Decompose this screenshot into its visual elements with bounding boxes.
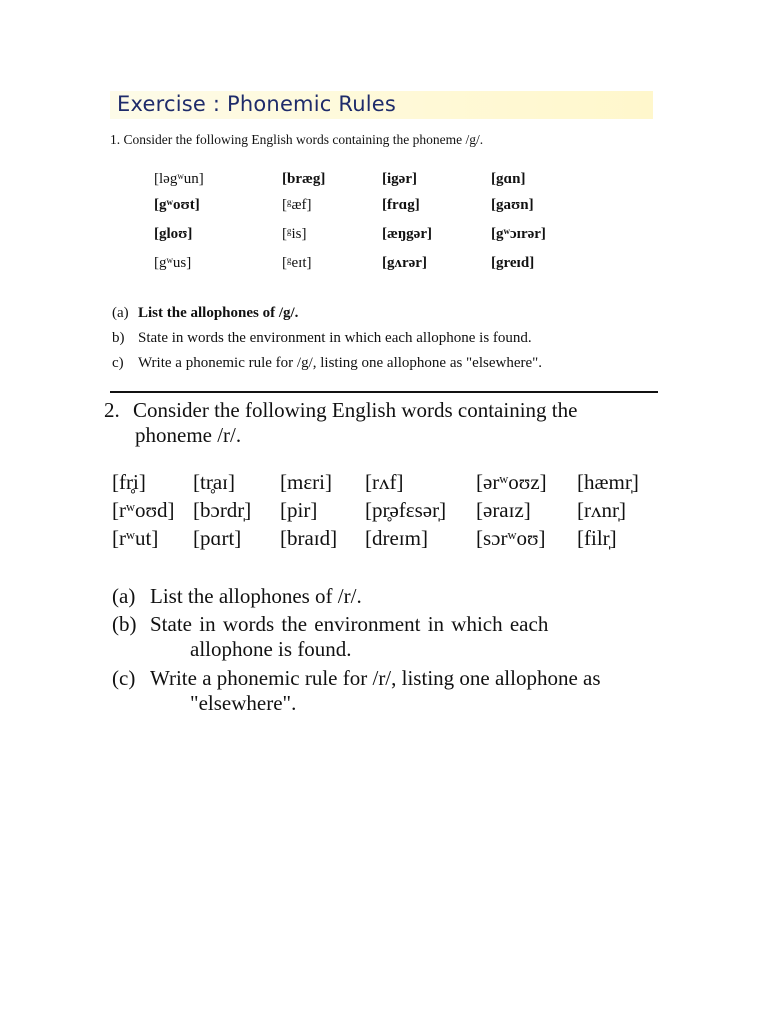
q1-task-a-text: List the allophones of /g/.	[138, 305, 299, 321]
q1-word-r3-c2: [ᵍis]	[282, 226, 307, 242]
q2-word-r3-c6: [filr̩]	[577, 526, 617, 550]
q1-word-r4-c2: [ᵍeɪt]	[282, 255, 312, 271]
q2-word-r2-c2: [bɔrdr̩]	[193, 498, 252, 522]
q1-word-r1-c2: [bræg]	[282, 171, 326, 187]
q1-task-c-text: Write a phonemic rule for /g/, listing one allophone as "elsewhere".	[138, 355, 543, 371]
q2-task-c-label: (c)	[112, 666, 136, 690]
q2-word-r2-c4: [pr̥əfɛsər̩]	[365, 498, 447, 522]
q1-word-r3-c4: [gʷɔɪrər]	[491, 226, 546, 242]
q1-word-r4-c4: [greɪd]	[491, 255, 535, 271]
q2-word-r3-c5: [sɔrʷoʊ]	[476, 526, 546, 550]
question-2-intro-line-1: Consider the following English words containing the	[133, 398, 578, 422]
q2-task-b-line-2: allophone is found.	[190, 637, 352, 661]
q1-word-r3-c3: [æŋgər]	[382, 226, 432, 242]
q1-task-a-label: (a)	[112, 305, 129, 321]
q1-word-r1-c3: [igər]	[382, 171, 417, 187]
q2-task-b-line-1: State in words the environment in which each	[150, 612, 549, 636]
q2-word-r1-c4: [rʌf]	[365, 470, 404, 494]
q1-task-c-label: c)	[112, 355, 124, 371]
q1-word-r4-c3: [gʌrər]	[382, 255, 427, 271]
q2-word-r2-c1: [rʷoʊd]	[112, 498, 175, 522]
q1-task-b-label: b)	[112, 330, 125, 346]
question-2-number: 2.	[104, 398, 120, 422]
q1-word-r2-c3: [frɑg]	[382, 197, 420, 213]
q2-word-r1-c3: [mɛri]	[280, 470, 332, 494]
q2-word-r2-c6: [rʌnr̩]	[577, 498, 626, 522]
q1-word-r2-c2: [ᵍæf]	[282, 197, 312, 213]
q2-word-r3-c2: [pɑrt]	[193, 526, 242, 550]
q2-word-r1-c5: [ərʷoʊz]	[476, 470, 547, 494]
q2-word-r1-c2: [tr̥aɪ]	[193, 470, 235, 494]
q1-word-r4-c1: [gʷus]	[154, 255, 192, 271]
q2-word-r1-c6: [hæmr̩]	[577, 470, 639, 494]
q2-task-a-label: (a)	[112, 584, 136, 608]
q1-word-r2-c4: [gaʊn]	[491, 197, 534, 213]
q1-task-b-text: State in words the environment in which each allophone is found.	[138, 330, 532, 346]
question-2-intro-line-2: phoneme /r/.	[135, 423, 242, 447]
q2-task-a-line-1: List the allophones of /r/.	[150, 584, 362, 608]
q2-word-r2-c5: [əraɪz]	[476, 498, 531, 522]
q1-word-r1-c4: [gɑn]	[491, 171, 526, 187]
page-title: Exercise : Phonemic Rules	[117, 92, 397, 116]
section-divider	[110, 391, 658, 393]
q2-task-c-line-2: "elsewhere".	[190, 691, 297, 715]
q2-task-b-label: (b)	[112, 612, 137, 636]
question-1-intro: 1. Consider the following English words containing the phoneme /g/.	[110, 132, 484, 147]
q2-task-c-line-1: Write a phonemic rule for /r/, listing one allophone as	[150, 666, 601, 690]
q2-word-r3-c4: [dreɪm]	[365, 526, 428, 550]
q1-word-r2-c1: [gʷoʊt]	[154, 197, 200, 213]
q2-word-r1-c1: [fr̥i]	[112, 470, 146, 494]
q1-word-r3-c1: [gloʊ]	[154, 226, 193, 242]
q2-word-r2-c3: [pir]	[280, 498, 318, 522]
q2-word-r3-c1: [rʷut]	[112, 526, 159, 550]
q1-word-r1-c1: [ləgʷun]	[154, 171, 204, 187]
q2-word-r3-c3: [braɪd]	[280, 526, 338, 550]
